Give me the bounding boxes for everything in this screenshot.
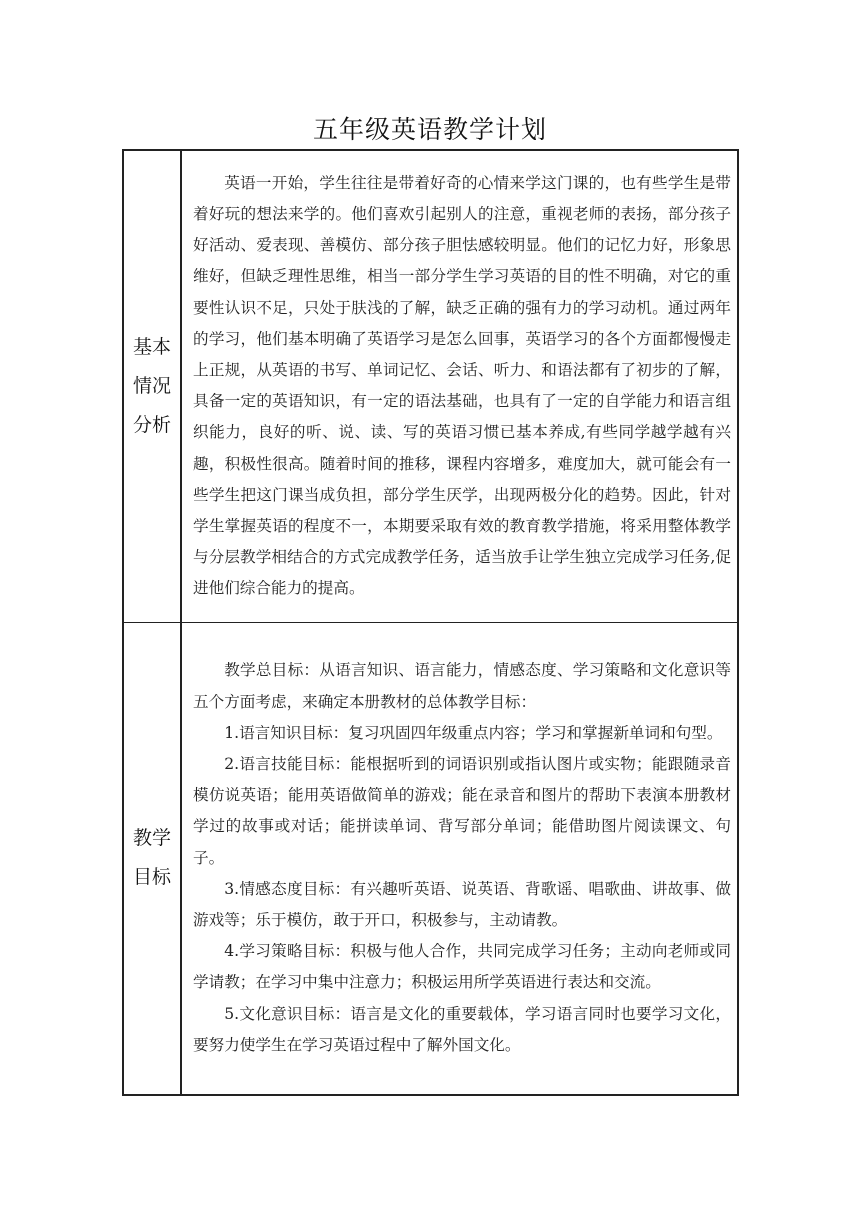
paragraph: 英语一开始，学生往往是带着好奇的心情来学这门课的，也有些学生是带着好玩的想法来学的。他们喜欢引起别人的注意，重视老师的表扬，部分孩子好活动、爱表现、善模仿、部分孩子胆怯感较明显。他们的记忆力好，形象思维好，但缺乏理性思维，相当一部分学生学习英语的目的性不明确，对它的重要性认识不足，只处于肤浅的了解，缺乏正确的强有力的学习动机。通过两年的学习，他们基本明确了英语学习是怎么回事，英语学习的各个方面都慢慢走上正规，从英语的书写、单词记忆、会话、听力、和语法都有了初步的了解，具备一定的英语知识，有一定的语法基础，也具有了一定的自学能力和语言组织能力，良好的听、说、读、写的英语习惯已基本养成,有些同学越学越有兴趣，积极性很高。随着时间的推移，课程内容增多，难度加大，就可能会有一些学生把这门课当成负担，部分学生厌学，出现两极分化的趋势。因此，针对学生掌握英语的程度不一，本期要采取有效的教育教学措施，将采用整体教学与分层教学相结合的方式完成教学任务，适当放手让学生独立完成学习任务,促进他们综合能力的提高。 [193,173,731,598]
paragraph: 1.语言知识目标：复习巩固四年级重点内容；学习和掌握新单词和句型。 [224,723,723,742]
paragraph: 5.文化意识目标：语言是文化的重要载体，学习语言同时也要学习文化，要努力使学生在学习英语过程中了解外国文化。 [193,1004,731,1054]
table-row [123,150,738,622]
section-content [182,166,737,607]
section-content-cell [181,150,738,622]
paragraph: 3.情感态度目标：有兴趣听英语、说英语、背歌谣、唱歌曲、讲故事、做游戏等；乐于模仿，敢于开口，积极参与，主动请教。 [193,879,731,930]
paragraph: 教学总目标：从语言知识、语言能力，情感态度、学习策略和文化意识等五个方面考虑，来确定本册教材的总体教学目标： [193,661,731,711]
section-content [182,653,737,1063]
section-label: 教学目标 [132,827,171,889]
paragraph: 4.学习策略目标：积极与他人合作，共同完成学习任务；主动向老师或同学请教；在学习中集中注意力；积极运用所学英语进行表达和交流。 [193,942,731,992]
plan-table [122,149,739,1096]
section-label-cell [123,622,181,1095]
document-title: 五年级英语教学计划 [312,115,547,144]
table-row [123,622,738,1095]
paragraph: 2.语言技能目标：能根据听到的词语识别或指认图片或实物；能跟随录音模仿说英语；能用英语做简单的游戏；能在录音和图片的帮助下表演本册教材学过的故事或对话；能拼读单词、背写部分单词；能借助图片阅读课文、句子。 [193,755,731,867]
section-content-cell [181,622,738,1095]
section-label: 基本情况分析 [132,335,171,436]
section-label-cell [123,150,181,622]
